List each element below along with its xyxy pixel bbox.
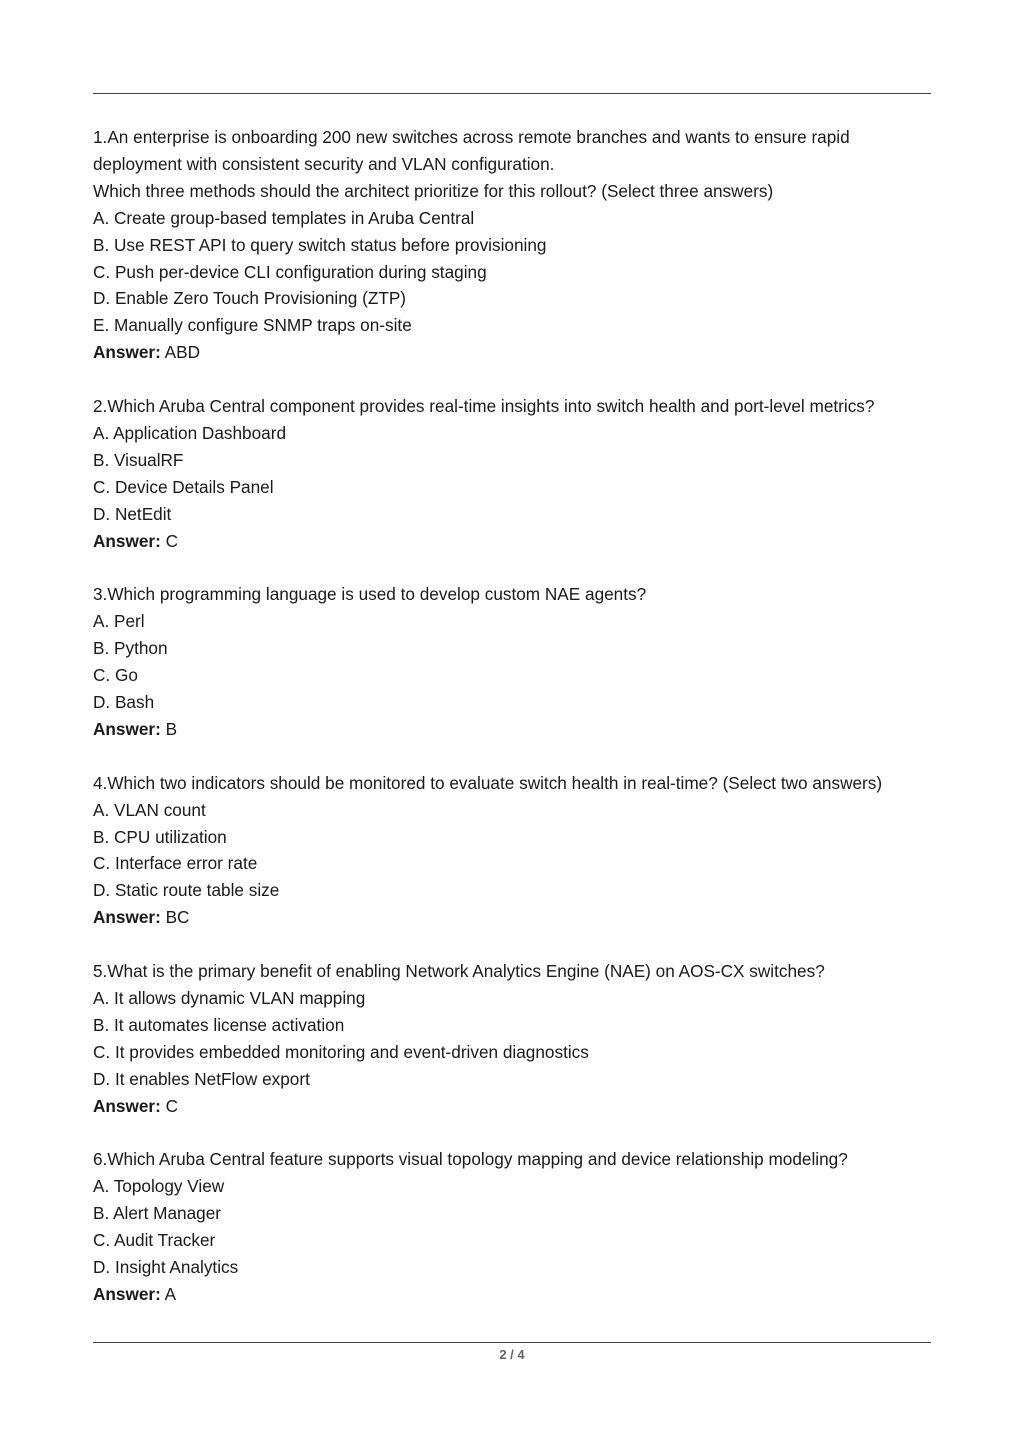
header-divider — [93, 93, 931, 94]
question-1-stem-line-2: deployment with consistent security and VLAN configuration. — [93, 153, 555, 174]
question-2-option-b: B. VisualRF — [93, 449, 184, 470]
question-1-option-d: D. Enable Zero Touch Provisioning (ZTP) — [93, 288, 407, 309]
question-4-option-d: D. Static route table size — [93, 880, 280, 901]
question-4-option-a: A. VLAN count — [93, 799, 206, 820]
answer-label: Answer: — [93, 530, 161, 551]
question-3-stem: 3.Which programming language is used to develop custom NAE agents? — [93, 584, 647, 605]
question-2-option-c: C. Device Details Panel — [93, 476, 274, 497]
question-5-stem: 5.What is the primary benefit of enabling Network Analytics Engine (NAE) on AOS-CX switches? — [93, 961, 825, 982]
question-6-option-d: D. Insight Analytics — [93, 1256, 239, 1277]
question-5-option-a: A. It allows dynamic VLAN mapping — [93, 987, 366, 1008]
question-3-option-d: D. Bash — [93, 692, 155, 712]
answer-label: Answer: — [93, 1095, 161, 1116]
question-6-option-c: C. Audit Tracker — [93, 1230, 216, 1251]
question-6 — [93, 1146, 938, 1307]
question-3-option-a: A. Perl — [93, 611, 145, 632]
question-6-answer — [93, 1281, 938, 1308]
question-list — [93, 124, 938, 1335]
question-5-option-c: C. It provides embedded monitoring and event-driven diagnostics — [93, 1041, 589, 1062]
question-4 — [93, 770, 938, 931]
question-3-answer — [93, 716, 938, 743]
answer-label: Answer: — [93, 342, 161, 363]
question-6-option-b: B. Alert Manager — [93, 1203, 222, 1224]
question-5-answer — [93, 1093, 938, 1120]
question-1-stem-line-1: 1.An enterprise is onboarding 200 new switches across remote branches and wants to ensure rapid — [93, 127, 850, 147]
question-1-option-c: C. Push per-device CLI configuration during staging — [93, 261, 487, 282]
question-1-option-b: B. Use REST API to query switch status before provisioning — [93, 234, 547, 255]
answer-value: C — [165, 1095, 179, 1116]
question-6-stem: 6.Which Aruba Central feature supports visual topology mapping and device relationship modeling? — [93, 1149, 848, 1170]
answer-label: Answer: — [93, 907, 161, 928]
question-4-option-b: B. CPU utilization — [93, 826, 227, 847]
question-2-option-d: D. NetEdit — [93, 503, 172, 524]
question-5-option-b: B. It automates license activation — [93, 1014, 345, 1035]
question-5 — [93, 958, 938, 1119]
question-2-answer — [93, 528, 938, 555]
answer-value: B — [165, 718, 178, 739]
question-1-answer — [93, 339, 938, 366]
question-1-option-a: A. Create group-based templates in Aruba Central — [93, 207, 475, 228]
question-2-option-a: A. Application Dashboard — [93, 422, 287, 443]
question-4-stem: 4.Which two indicators should be monitored to evaluate switch health in real-time? (Select two answers) — [93, 772, 883, 793]
question-4-option-c: C. Interface error rate — [93, 853, 258, 874]
question-2-stem: 2.Which Aruba Central component provides real-time insights into switch health and port-level metrics? — [93, 396, 875, 417]
question-1-stem-line-3: Which three methods should the architect prioritize for this rollout? (Select three answers) — [93, 180, 774, 201]
page-number: 2 / 4 — [499, 1347, 525, 1362]
answer-value: ABD — [164, 342, 200, 363]
question-3 — [93, 581, 938, 742]
answer-value: BC — [165, 907, 190, 928]
question-1 — [93, 124, 938, 366]
question-3-option-c: C. Go — [93, 665, 138, 686]
footer-divider — [93, 1342, 931, 1343]
question-6-option-a: A. Topology View — [93, 1176, 225, 1197]
question-3-option-b: B. Python — [93, 638, 168, 659]
question-2 — [93, 393, 938, 554]
answer-value: C — [165, 530, 179, 551]
answer-value: A — [164, 1283, 177, 1304]
answer-label: Answer: — [93, 1283, 161, 1304]
question-4-answer — [93, 904, 938, 931]
question-1-option-e: E. Manually configure SNMP traps on-site — [93, 315, 412, 336]
answer-label: Answer: — [93, 718, 161, 739]
question-5-option-d: D. It enables NetFlow export — [93, 1068, 310, 1089]
